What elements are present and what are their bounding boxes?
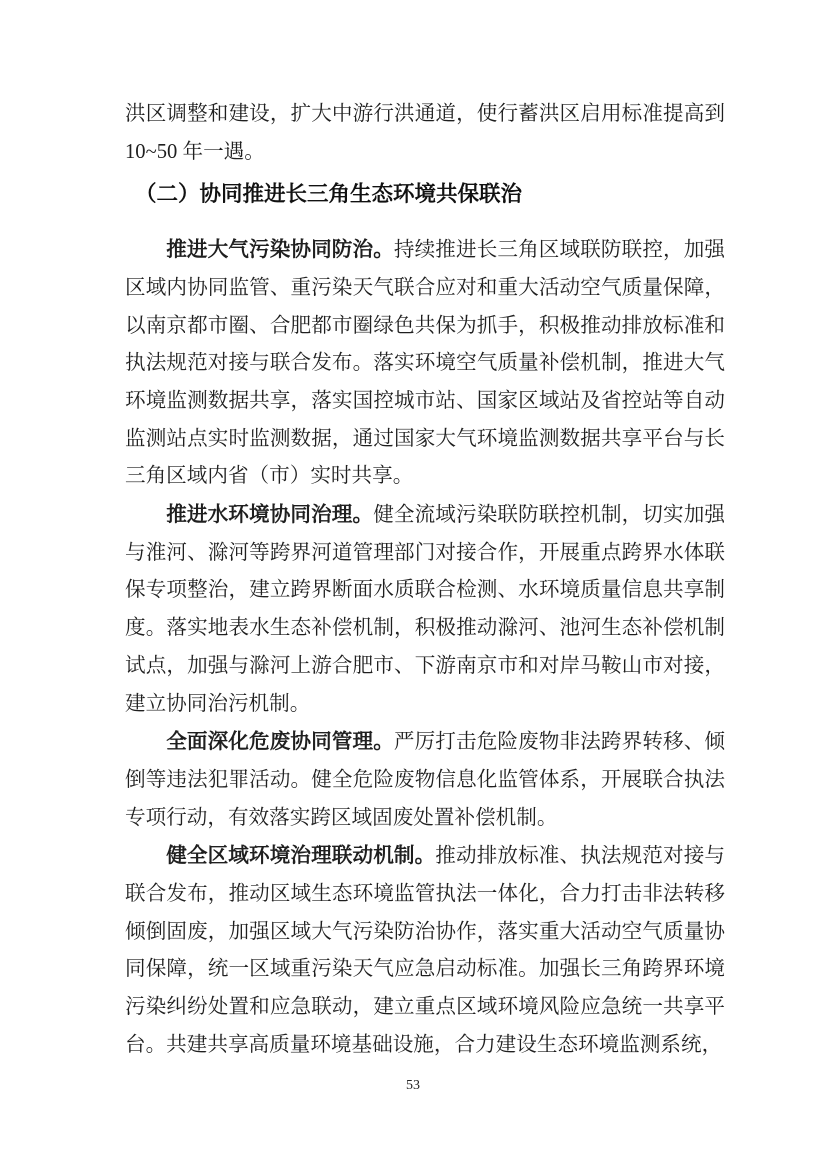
paragraph-water-environment-lead: 推进水环境协同治理。 — [166, 503, 374, 527]
paragraph-regional-governance — [125, 837, 725, 1064]
paragraph-regional-governance-text: 推动排放标准、执法规范对接与联合发布，推动区域生态环境监管执法一体化，合力打击非法转移倾倒固废，加强区域大气污染防治协作，落实重大活动空气质量协同保障，统一区域重污染天气应急启动标准。加强长三角跨界环境污染纠纷处置和应急联动，建立重点区域环境风险应急统一共享平台。共建共享高质量环境基础设施，合力建设生态环境监测系统， — [125, 845, 725, 1056]
paragraph-hazardous-waste — [125, 723, 725, 837]
paragraph-hazardous-waste-text: 严厉打击危险废物非法跨界转移、倾倒等违法犯罪活动。健全危险废物信息化监管体系，开展联合执法专项行动，有效落实跨区域固废处置补偿机制。 — [125, 731, 726, 829]
paragraph-continuation-text: 洪区调整和建设，扩大中游行洪通道，使行蓄洪区启用标准提高到10~50 年一遇。 — [125, 103, 725, 163]
paragraph-hazardous-waste-lead: 全面深化危废协同管理。 — [166, 730, 394, 754]
paragraph-water-environment-text: 健全流域污染联防联控机制，切实加强与淮河、滁河等跨界河道管理部门对接合作，开展重点跨界水体联保专项整治，建立跨界断面水质联合检测、水环境质量信息共享制度。落实地表水生态补偿机制，积极推动滁河、池河生态补偿机制试点，加强与滁河上游合肥市、下游南京市和对岸马鞍山市对接，建立协同治污机制。 — [125, 504, 726, 715]
paragraph-regional-governance-lead: 健全区域环境治理联动机制。 — [166, 844, 436, 868]
paragraph-air-pollution-lead: 推进大气污染协同防治。 — [166, 238, 394, 262]
document-body — [125, 96, 725, 1065]
paragraph-air-pollution-text: 持续推进长三角区域联防联控，加强区域内协同监管、重污染天气联合应对和重大活动空气质量保障，以南京都市圈、合肥都市圈绿色共保为抓手，积极推动排放标准和执法规范对接与联合发布。落实环境空气质量补偿机制，推进大气环境监测数据共享，落实国控城市站、国家区域站及省控站等自动监测站点实时监测数据，通过国家大气环境监测数据共享平台与长三角区域内省（市）实时共享。 — [125, 239, 726, 488]
page-number: 53 — [406, 1078, 420, 1093]
paragraph-air-pollution — [125, 231, 725, 496]
section-heading: （二）协同推进长三角生态环境共保联治 — [135, 182, 523, 207]
paragraph-water-environment — [125, 496, 725, 723]
paragraph-continuation — [125, 96, 725, 171]
